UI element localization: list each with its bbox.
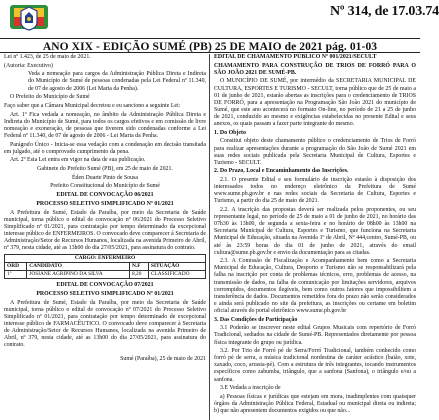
results-table [4, 254, 206, 279]
faco-saber: Faço saber que a Câmara Municipal decretou e eu sanciono a seguinte Lei: [4, 102, 181, 109]
article-1: Art. 1º Fica vedada a nomeação, no âmbito da Administração Pública Direta e Indireta do Município de Sumé, para todos os cargos efetivos e em comissão de livre nomeação e exoneração, de pessoas que tiverem sido condenadas conforme a Lei Federal nº 11.340, de 07 de agosto de 2006 - Lei Maria da Penha. [4, 111, 206, 139]
table-row [5, 271, 206, 279]
table-cell-candidato: JOSIANE AGRIPINO DA SILVA [27, 271, 130, 279]
header-rule-top [0, 38, 420, 39]
edital-07-body: A Prefeitura de Sumé, Estado da Paraíba, por meio da Secretaria de Saúde municipal, torna público o edital de convocação nº 07/2021 do Processo Seletivo Simplificado nº 01/2021, para contratação por tempo determinado de excepcional interesse público de FARMACÊUTICO. O convocado deve comparecer à Secretaria de Administração/Setor de Recursos Humanos, localizada na avenida Primeiro de Abril, nº 379, nesta cidade, até as 13h00 do dia 27/05/2021, para assinatura do contrato. [4, 299, 206, 349]
prefeito-intro: O Prefeito do Município de Sumé [10, 94, 90, 101]
law-reference-line: Lei nº 1.423, de 25 de maio de 2021. [4, 54, 91, 60]
table-header-situacao: SITUAÇÃO [148, 263, 205, 271]
municipal-crest-logo [8, 2, 50, 32]
section-2-1: 2.1. O presente Edital e seu formulário de inscrição estarão à disposição dos interessados todos no endereço eletrônico da Prefeitura de Sumé www.sume.pb.gov.br e nas redes sociais da Secretaria de Cultura, Esportes e Turismo, a partir do dia 25 de maio de 2021. [214, 177, 416, 205]
section-3-e: 3.E Vedada a inscrição de [220, 385, 281, 392]
table-cell-situacao: CLASSIFICADO [148, 271, 205, 279]
gabinete-line: Gabinete do Prefeito Sumé (PB), em 25 de maio de 2021. [37, 166, 173, 173]
edital-07-subtitle: PROCESSO SELETIVO SIMPLIFICADO Nº 01/2021 [36, 291, 174, 298]
chamamento-intro: O MUNICÍPIO DE SUMÉ, por intermédio da SECRETARIA MUNICIPAL DE CULTURA, ESPORTES E TURISMO - SECULT, torna público que de 25 de maio a 01 de junho de 2021, estarão abertas as inscrições para o credenciamento de TRIOS DE FORRÓ, para a apresentação na Programação São João 2021 do município de Sumé, que este ano acontecerá no formato On-line, no período de 21 a 25 de junho de 2021, conduzido ao mesmo e exigências estabelecidas no presente Edital e seus anexos, os quais passam a fazer parte integrante do mesmo. [214, 78, 416, 128]
section-2-2: 2.2. A inscrição das propostas deverá ser realizada pelos proponentes, ou seu representante legal, no período de 25 de maio a 01 de junho de 2021, no horário das 07h30 às 13h00, de segunda a sexta-feira e no horário de 08h00 às 13h00 na Secretaria Municipal de Cultura, Esportes e Turismo, que funciona na Secretaria Municipal de Educação, situada na Avenida 1º de Abril, Nº 444,centro, Sumé-PB, ou até às 23:59 horas do dia 01 de junho de 2021, através do email cultura@sume.pb.gov.br e envio da documentação para as citadas. [214, 207, 416, 256]
edital-chamamento-title: EDITAL DE CHAMAMENTO PÚBLICO Nº 001/2021/SECULT [214, 54, 377, 60]
table-cargo-label: CARGO: ENFERMEIRO [5, 255, 206, 263]
chamamento-heading: CHAMAMENTO PARA CONSTRUÇÃO DE TRIOS DE FORRÓ PARA O SÃO JOÃO 2021 DE SUMÉ-PB. [214, 62, 416, 76]
article-2: Art. 2º Esta Lei entra em vigor na data de sua publicação. [10, 157, 146, 164]
section-2-3: 2.3. A Comissão de Fiscalização e Acompanhamento bem como a Secretaria Municipal de Educação, Cultura, Desporto e Turismo não se responsabilizará pela falha na inscrição por conta de problemas técnicos, erro, problemas de acesso, na transmissão de dados, na falha de comunicação por limitações servidores, arquivos corrompidos, documentos ilegíveis, bem como outros fatores que impossibilitem a transferência de dados. Documentos remetidos fora do prazo não serão considerados e ainda será publicado no site da prefeitura, as inscrições ou certame em boletim oficial através do portal eletrônico www.sume.pb.gov.br [214, 258, 416, 314]
signer-name: Éden Duarte Pinto de Sousa [71, 174, 139, 181]
law-summary: Veda a nomeação para cargos da Administração Pública Direta e Indireta do Município de Sumé de pessoas condenadas pela Lei Federal nº 11.340, de 07 de agosto de 2006 (Lei Maria da Penha). [28, 71, 206, 92]
table-header-candidato: CANDIDATO [27, 263, 130, 271]
signer-role: Prefeito Constitucional do Município de Sumé [50, 183, 160, 190]
table-cell-nf: 8,20 [129, 271, 148, 279]
section-3-title: 3. Das Condições de Participação [214, 316, 298, 323]
edital-06-subtitle: PROCESSO SELETIVO SIMPLIFICADO Nº 01/2021 [36, 200, 174, 207]
paragrafo-unico: Parágrafo Único - Inicia-se essa vedação com a condenação em decisão transitada em julgado, até o comprovado cumprimento da pena. [4, 141, 206, 155]
table-cell-ord: 1º [5, 271, 27, 279]
column-divider [209, 54, 210, 420]
law-author: (Autoria: Executivo) [4, 62, 53, 69]
edition-line: ANO XIX - EDIÇÃO SUMÉ (PB) 25 DE MAIO de 2021 pág. 01-03 [42, 41, 378, 53]
section-2-title: 2. Do Prazo, Local e Encaminhamento das Inscrições. [214, 168, 349, 175]
edital-06-body: A Prefeitura de Sumé, Estado da Paraíba, por meio da Secretaria de Saúde municipal, torna público o edital de convocação nº 06/2021 do Processo Seletivo Simplificado nº 01/2021, para contratação por tempo determinado da excepcional interesse público de ENFERMEIROS. O convocado deve comparecer à Secretaria de Administração/Setor de Recursos Humanos, localizada na avenida Primeiro de Abril, nº 379, nesta cidade, até as 13h00 do dia 27/05/2021, para assinatura do contrato. [4, 209, 206, 251]
section-3-2: 3.2. Por Trio de Forró pé de Serra/Forró Tradicional, também conhecido como forró pé de serra, a música tradicional nordestina de caráter acústico (baião, xote, xaxado, coco, arrasta-pé). Com a estrutura de três integrantes, tocando instrumentos específicos como zabumba, triângulo, que a sanfona (Sanfona), o triângulo e/ou a sanfona. [214, 348, 416, 383]
gazette-header [0, 0, 439, 38]
section-1-body: Constitui objeto deste chamamento público o credenciamento de Trios de Forró para realizar apresentações durante a programação do São João de Sumé 2021 em suas redes sociais publicada pela Secretaria Municipal de Cultura, Esportes e Turismo - SECULT. [214, 138, 416, 166]
header-rule-bottom [0, 52, 420, 53]
section-1-title: 1. Do Objeto [214, 129, 246, 136]
table-header-nf: N.F [129, 263, 148, 271]
right-column [214, 54, 416, 420]
section-3-e-body: a) Pessoas físicas e jurídicas que estejam em mora, inadimplentes com quaisquer órgãos da Administração Pública Federal, Estadual ou municipal direta ou indireta; b) que não apresentem documentos exigidos ou que não... [214, 393, 416, 415]
left-column [4, 54, 206, 420]
edital-07-title: EDITAL DE CONVOCAÇÃO 07/2021 [56, 282, 154, 289]
section-3-1: 3.1 Poderão se inscrever neste edital Grupos Musicais com repertório de Forró Tradicional, sediados na cidade de Sumé-PB. Representados diretamente por pessoa física integrante do grupo ou jurídica. [214, 325, 416, 346]
table-header-ord: ORD [5, 263, 27, 271]
edital-06-title: EDITAL DE CONVOCAÇÃO 06/2021 [56, 192, 154, 199]
footer-place-date: Sumé (Paraíba), 25 de maio de 2021 [120, 355, 206, 362]
law-reference: Nº 314, de 17.03.74 [330, 4, 439, 19]
